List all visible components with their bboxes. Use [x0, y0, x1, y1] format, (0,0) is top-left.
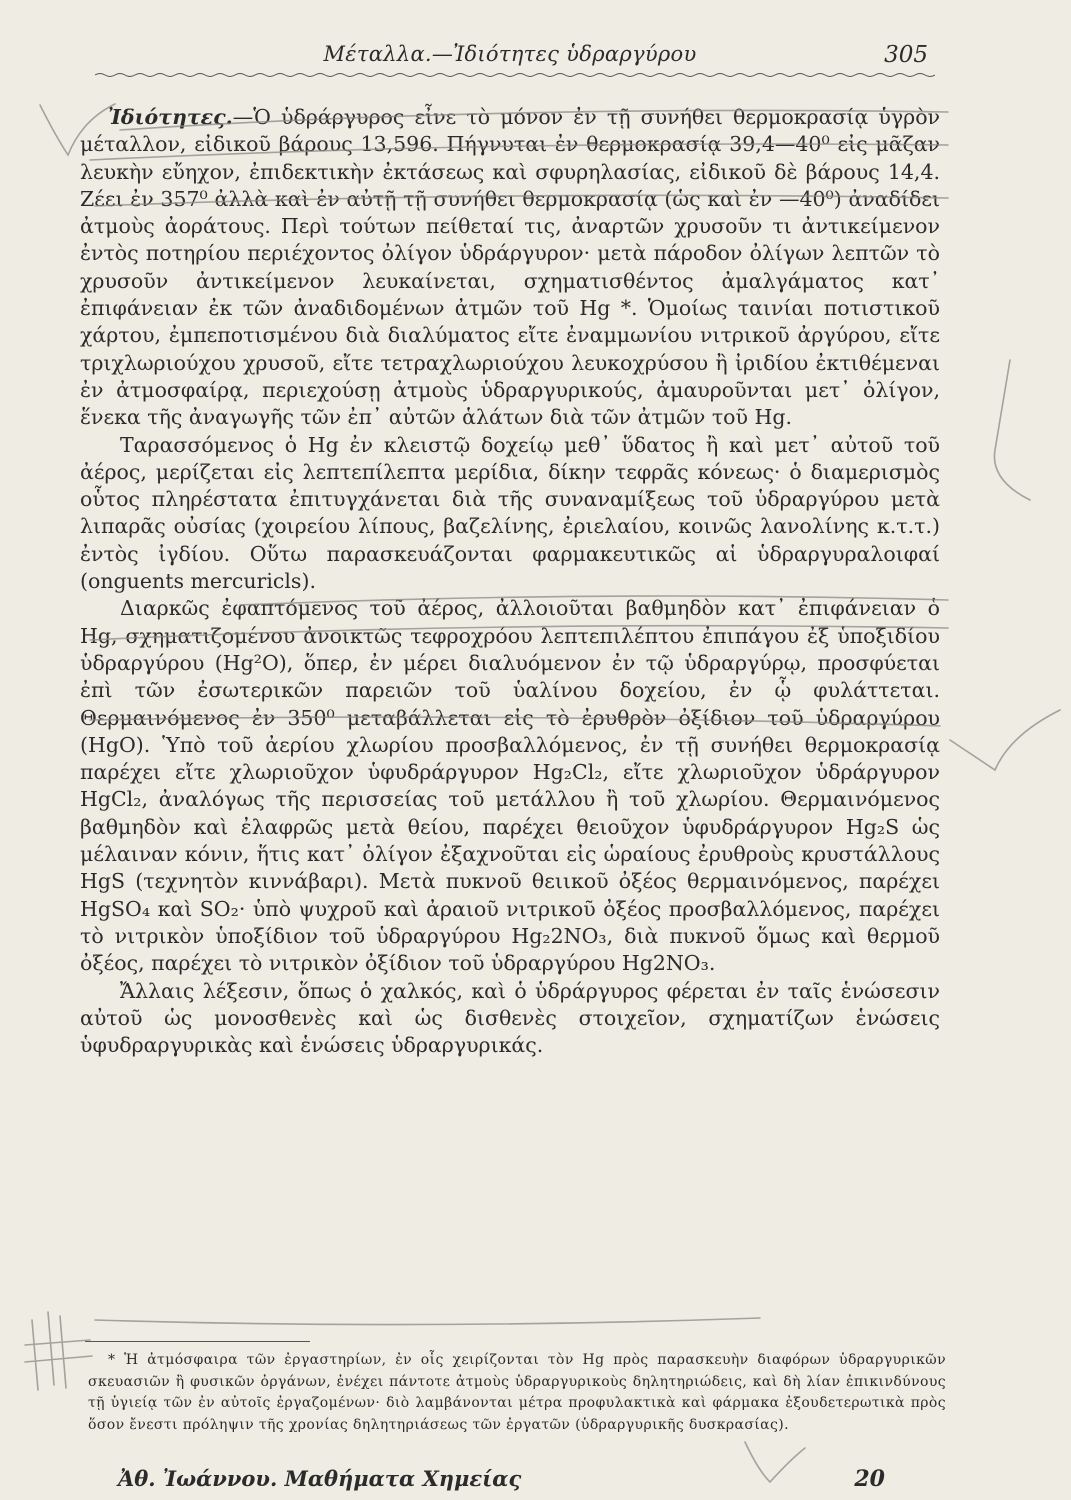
paragraph-2: Ταρασσόμενος ὁ Hg ἐν κλειστῷ δοχείῳ μεθ᾽ ὕδατος ἢ καὶ μετ᾽ αὐτοῦ τοῦ ἀέρος, μερίζεται εἰς λεπτεπίλεπτα μερίδια, δίκην τεφρᾶς κόνεως· ὁ διαμερισμὸς οὗτος πληρέστατα ἐπιτυγχάνεται διὰ τῆς συναναμίξεως τοῦ ὑδραργύρου μετὰ λιπαρᾶς οὐσίας (χοιρείου λίπους, βαζελίνης, ἐριελαίου, κοινῶς λανολίνης κ.τ.τ.) ἐντὸς ἰγδίου. Οὕτω παρασκευάζονται φαρμακευτικῶς αἱ ὑδραργυραλοιφαί (onguents mercuricls).: [80, 432, 940, 594]
paragraph-1: [80, 104, 940, 432]
page-footer: [80, 1466, 940, 1496]
margin-bracket-pencil: [994, 360, 1030, 500]
header-wavy-rule: [95, 72, 935, 78]
hash-mark-pencil: [25, 1312, 92, 1390]
paragraph-3: Διαρκῶς ἐφαπτόμενος τοῦ ἀέρος, ἀλλοιοῦται βαθμηδὸν κατ᾽ ἐπιφάνειαν ὁ Hg, σχηματιζομένου ἀνοικτῶς τεφροχρόου λεπτεπιλέπτου ἐπιπάγου ἐξ ὑποξιδίου ὑδραργύρου (Hg²O), ὅπερ, ἐν μέρει διαλυόμενον ἐν τῷ ὑδραργύρῳ, προσφύεται ἐπὶ τῶν ἐσωτερικῶν παρειῶν τοῦ ὑαλίνου δοχείου, ἐν ᾧ φυλάττεται. Θερμαινόμενος ἐν 350⁰ μεταβάλλεται εἰς τὸ ἐρυθρὸν ὀξίδιον τοῦ ὑδραργύρου (HgO). Ὑπὸ τοῦ ἀερίου χλωρίου προσβαλλόμενος, ἐν τῇ συνήθει θερμοκρασίᾳ παρέχει εἴτε χλωριοῦχον ὑφυδράργυρον Hg₂Cl₂, εἴτε χλωριοῦχον ὑδράργυρον HgCl₂, ἀναλόγως τῆς περισσείας τοῦ μετάλλου ἢ τοῦ χλωρίου. Θερμαινόμενος βαθμηδὸν καὶ ἐλαφρῶς μετὰ θείου, παρέχει θειοῦχον ὑφυδράργυρον Hg₂S ὡς μέλαιναν κόνιν, ἥτις κατ᾽ ὀλίγον ἐξαχνοῦται εἰς ὡραίους ἐρυθροὺς κρυστάλλους HgS (τεχνητὸν κιννάβαρι). Μετὰ πυκνοῦ θειικοῦ ὀξέος θερμαινόμενος, παρέχει HgSO₄ καὶ SO₂· ὑπὸ ψυχροῦ καὶ ἀραιοῦ νιτρικοῦ ὀξέος προσβαλλόμενος, παρέχει τὸ νιτρικὸν ὑποξίδιον τοῦ ὑδραργύρου Hg₂2NO₃, διὰ πυκνοῦ ὅμως καὶ θερμοῦ ὀξέος, παρέχει τὸ νιτρικὸν ὀξίδιον τοῦ ὑδραργύρου Hg2NO₃.: [80, 596, 940, 976]
checkmark-pencil-right: [950, 710, 1060, 770]
paragraph-4: Ἄλλαις λέξεσιν, ὅπως ὁ χαλκός, καὶ ὁ ὑδράργυρος φέρεται ἐν ταῖς ἑνώσεσιν αὐτοῦ ὡς μονοσθενὲς καὶ ὡς δισθενὲς στοιχεῖον, σχηματίζων ἑνώσεις ὑφυδραργυρικὰς καὶ ἑνώσεις ὑδραργυρικάς.: [80, 978, 940, 1058]
footnote-rule: [85, 1341, 310, 1342]
pencil-underline: [95, 1318, 760, 1325]
section-lead: Ἰδιότητες.: [108, 105, 233, 129]
page-number: 305: [884, 42, 928, 68]
body-text: [80, 104, 940, 1059]
paragraph-1-text: —Ὁ ὑδράργυρος εἶνε τὸ μόνον ἐν τῇ συνήθει θερμοκρασίᾳ ὑγρὸν μέταλλον, εἰδικοῦ βάρους 13,596. Πήγνυται ἐν θερμοκρασίᾳ 39,4—40⁰ εἰς μᾶζαν λευκὴν εὔηχον, ἐπιδεκτικὴν ἐκτάσεως καὶ σφυρηλασίας, εἰδικοῦ δὲ βάρους 14,4. Ζέει ἐν 357⁰ ἀλλὰ καὶ ἐν αὐτῇ τῇ συνήθει θερμοκρασίᾳ (ὡς καὶ ἐν —40⁰) ἀναδίδει ἀτμοὺς ἀοράτους. Περὶ τούτων πείθεταί τις, ἀναρτῶν χρυσοῦν τι ἀντικείμενον ἐντὸς ποτηρίου περιέχοντος ὀλίγον ὑδράργυρον· μετὰ πάροδον ὀλίγων λεπτῶν τὸ χρυσοῦν ἀντικείμενον λευκαίνεται, σχηματισθέντος ἀμαλγάματος κατ᾽ ἐπιφάνειαν ἐκ τῶν ἀναδιδομένων ἀτμῶν τοῦ Hg *. Ὁμοίως ταινίαι ποτιστικοῦ χάρτου, ἐμπεποτισμένου διὰ διαλύματος εἴτε ἐναμμωνίου νιτρικοῦ ἀργύρου, εἴτε τριχλωριούχου χρυσοῦ, εἴτε τετραχλωριούχου λευκοχρύσου ἢ ἰριδίου ἐκτιθέμεναι ἐν ἀτμοσφαίρᾳ, περιεχούσῃ ἀτμοὺς ὑδραργυρικούς, ἀμαυροῦνται μετ᾽ ὀλίγον, ἕνεκα τῆς ἀναγωγῆς τῶν ἐπ᾽ αὐτῶν ἁλάτων διὰ τῶν ἀτμῶν τοῦ Hg.: [80, 105, 940, 430]
book-signature-line: Ἀθ. Ἰωάννου. Μαθήματα Χημείας: [118, 1466, 522, 1491]
footnote: [88, 1350, 946, 1436]
running-header: [80, 42, 940, 74]
footnote-text: * Ἡ ἀτμόσφαιρα τῶν ἐργαστηρίων, ἐν οἷς χειρίζονται τὸν Hg πρὸς παρασκευὴν διαφόρων ὑδραργυρικῶν σκευασιῶν ἢ φυσικῶν ὀργάνων, ἐνέχει πάντοτε ἀτμοὺς ὑδραργυρικοὺς δηλητηριώδεις, καὶ δὴ λίαν ἐπικινδύνους τῇ ὑγιείᾳ τῶν ἐν αὐτοῖς ἐργαζομένων· διὸ λαμβάνονται μέτρα προφυλακτικὰ καὶ φάρμακα ἐξουδετερωτικὰ πρὸς ὅσον ἔνεστι πρόληψιν τῆς χρονίας δηλητηριάσεως τῶν ἐργατῶν (ὑδραργυρικῆς δυσκρασίας).: [88, 1352, 946, 1433]
running-title: Μέταλλα.—Ἰδιότητες ὑδραργύρου: [323, 42, 697, 66]
signature-number: 20: [854, 1466, 885, 1492]
